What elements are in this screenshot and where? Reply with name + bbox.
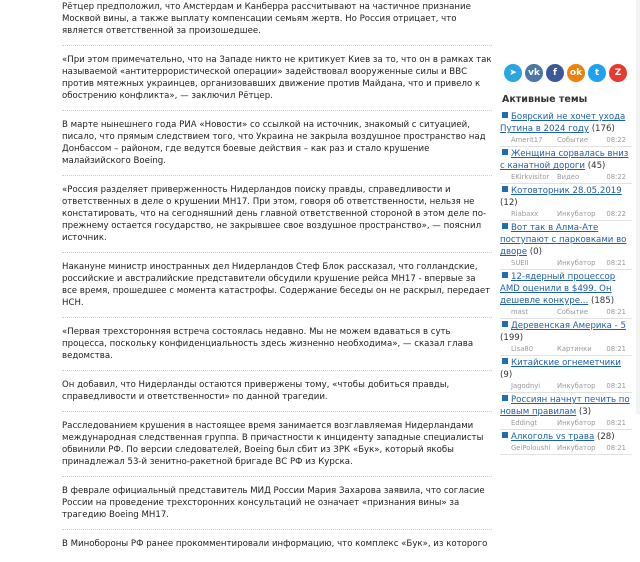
- topic-comment-count: (28): [596, 432, 615, 442]
- topic-link[interactable]: Китайские огнеметчики: [511, 358, 621, 368]
- topic-author[interactable]: mast: [511, 308, 528, 316]
- zen-icon[interactable]: Z: [609, 64, 627, 82]
- topic-bullet-icon: [502, 321, 508, 327]
- topic-category: Инкубатор: [557, 444, 596, 452]
- topic-category: Событие: [557, 136, 589, 144]
- topic-author[interactable]: Amerit17: [511, 136, 543, 144]
- topic-author[interactable]: Riabaxx: [511, 210, 539, 218]
- article-paragraph: Расследованием крушения в настоящее время занимается возглавляемая Нидерландами международная следственная группа. В причастности к инциденту западные специалисты обвинили РФ. По версии следователей, Boeing был сбит из ЗРК «Бук», который якобы принадлежал 53-й зенитно-ракетной бригаде ВС РФ из Курска.: [62, 421, 484, 467]
- divider: [62, 110, 492, 111]
- topic-link[interactable]: Женщина сорвалась вниз с канатной дороги: [500, 149, 629, 171]
- topic-comment-count: (9): [500, 370, 513, 380]
- topic-category: Событие: [557, 308, 589, 316]
- divider: [62, 252, 492, 253]
- topic-comment-count: (12): [500, 198, 518, 208]
- sidebar: [500, 64, 632, 455]
- topic-link[interactable]: 12-ядерный процессор AMD оценили в $499. Он дешевле конкуре...: [500, 272, 616, 306]
- article-paragraph: В марте нынешнего года РИА «Новости» со ссылкой на источник, знакомый с ситуацией, писало, что прямым следствием того, что Украина не закрыла воздушное пространство над Донбассом – районом, где ведутся боевые действия – как раз и стало крушение малайзийского Boeing.: [62, 120, 486, 166]
- article-paragraph: «При этом примечательно, что на Западе никто не критикует Киев за то, что он в рамках так называемой «антитеррористической операции» задействовал вооруженные силы и ВВС против мятежных украинцев, организовавших движение против Майдана, что и привело к обострению конфликта», — заключил Рётцер.: [62, 55, 492, 101]
- topic-item: [500, 430, 632, 455]
- facebook-icon[interactable]: f: [546, 64, 564, 82]
- topic-link[interactable]: Россиян начнут печить по новым правилам: [500, 395, 630, 417]
- topic-category: Картинки: [557, 345, 592, 353]
- topic-link[interactable]: Боярский не хочет ухода Путина в 2024 году: [500, 112, 626, 134]
- topic-item: [500, 110, 632, 147]
- scrollbar[interactable]: [636, 0, 640, 414]
- topic-time: 08:22: [606, 173, 626, 181]
- topic-item: [500, 356, 632, 393]
- topic-bullet-icon: [502, 112, 508, 118]
- topic-bullet-icon: [502, 395, 508, 401]
- divider: [62, 317, 492, 318]
- divider: [62, 411, 492, 412]
- topic-author[interactable]: SUEII: [511, 259, 529, 267]
- divider: [62, 175, 492, 176]
- topic-link[interactable]: Деревенская Америка - 5: [511, 321, 626, 331]
- topic-comment-count: (185): [590, 296, 615, 306]
- topic-category: Инкубатор: [557, 210, 596, 218]
- topic-bullet-icon: [502, 186, 508, 192]
- topic-time: 08:21: [606, 308, 626, 316]
- telegram-icon[interactable]: ➤: [504, 64, 522, 82]
- topic-author[interactable]: Jagodnyi: [511, 382, 541, 390]
- topic-comment-count: (3): [578, 407, 592, 417]
- topic-author[interactable]: Eddingt: [511, 419, 538, 427]
- odnoklassniki-icon[interactable]: ok: [567, 64, 585, 82]
- topic-time: 08:22: [606, 210, 626, 218]
- article-paragraph: Он добавил, что Нидерланды остаются привержены тому, «чтобы добиться правды, справедливости и ответственности» по данной трагедии.: [62, 380, 450, 402]
- topic-category: Инкубатор: [557, 382, 596, 390]
- divider: [62, 45, 492, 46]
- topic-time: 08:21: [606, 382, 626, 390]
- divider: [62, 370, 492, 371]
- topic-bullet-icon: [502, 432, 508, 438]
- topic-category: Инкубатор: [557, 419, 596, 427]
- topic-comment-count: (0): [529, 247, 542, 257]
- topic-category: Видео: [557, 173, 580, 181]
- topic-comment-count: (176): [591, 124, 615, 134]
- topic-item: [500, 147, 632, 184]
- topic-link[interactable]: Алкоголь vs трава: [511, 432, 595, 442]
- topic-item: [500, 184, 632, 221]
- article-paragraph: «Россия разделяет приверженность Нидерландов поиску правды, справедливости и ответственных в деле о крушении МН17. При этом, говоря об ответственности, нельзя не констатировать, что на сегодняшний день главной ответственной стороной в этом деле по-прежнему остается государство, не закрывшее свое воздушное пространство», — пояснил источник.: [62, 185, 487, 243]
- article-paragraph: Рётцер предположил, что Амстердам и Канберра рассчитывают на частичное признание Москвой вины, а также выплату компенсации семьям жертв. Но Россия отрицает, что является ответственной за произошедшее.: [62, 2, 471, 36]
- article-paragraph: В феврале официальный представитель МИД России Мария Захарова заявила, что согласие России на проведение трехсторонних консультаций не означает «признания вины» за трагедию Boeing MH17.: [62, 486, 485, 520]
- topic-bullet-icon: [502, 223, 508, 229]
- active-topics-heading: Активные темы: [502, 94, 588, 105]
- topic-time: 08:21: [606, 259, 626, 267]
- topic-comment-count: (199): [500, 333, 524, 343]
- topic-author[interactable]: EKirkvisitor: [511, 173, 550, 181]
- topic-bullet-icon: [502, 272, 508, 278]
- topic-time: 08:21: [606, 444, 626, 452]
- topic-link[interactable]: Вот так в Алма-Ате поступают с парковками во дворе: [500, 223, 627, 257]
- article-body: [62, 1, 492, 562]
- vk-icon[interactable]: vk: [525, 64, 543, 82]
- topic-category: Инкубатор: [557, 259, 596, 267]
- topic-time: 08:21: [606, 419, 626, 427]
- article-paragraph: В Минобороны РФ ранее прокомментировали информацию, что комплекс «Бук», из которого: [62, 539, 488, 549]
- social-share-bar: [504, 64, 632, 82]
- topic-link[interactable]: Котовторник 28.05.2019: [511, 186, 622, 196]
- topic-item: [500, 221, 632, 270]
- topic-bullet-icon: [502, 149, 508, 155]
- topic-bullet-icon: [502, 358, 508, 364]
- topic-item: [500, 270, 632, 319]
- topic-item: [500, 319, 632, 356]
- topic-author[interactable]: Lisa80: [511, 345, 534, 353]
- divider: [62, 476, 492, 477]
- divider: [62, 529, 492, 530]
- article-paragraph: Накануне министр иностранных дел Нидерландов Стеф Блок рассказал, что голландские, российские и австралийские представители обсудили крушение рейса МН17 - впервые за все время, прошедшее с момента катастрофы. Содержание беседы он не раскрыл, передает НСН.: [62, 262, 491, 308]
- topic-item: [500, 393, 632, 430]
- topic-time: 08:21: [606, 345, 626, 353]
- article-paragraph: «Первая трехсторонняя встреча состоялась недавно. Мы не можем вдаваться в суть процесса, поскольку конфиденциальность здесь жизненно необходима», — сказал глава ведомства.: [62, 327, 474, 361]
- topic-author[interactable]: GeiPoloushi: [511, 444, 551, 452]
- twitter-icon[interactable]: t: [588, 64, 606, 82]
- topic-time: 08:22: [606, 136, 626, 144]
- topic-comment-count: (45): [587, 161, 606, 171]
